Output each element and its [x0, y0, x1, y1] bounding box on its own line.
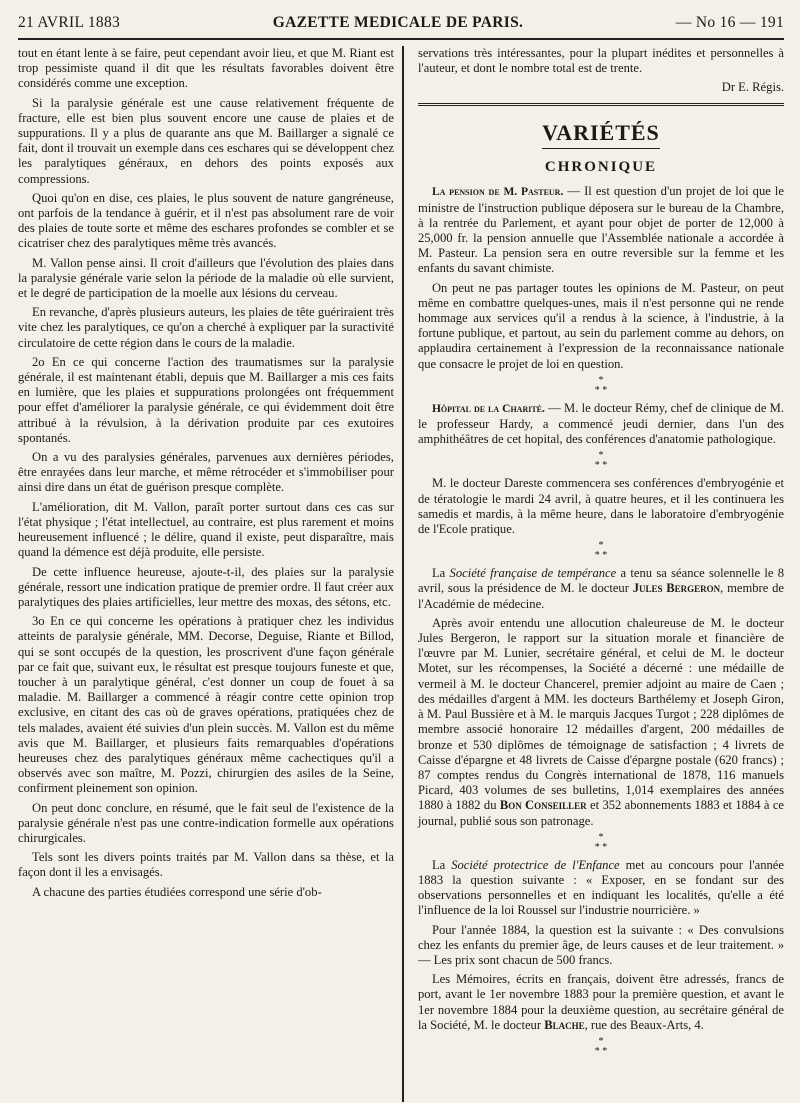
section-divider	[418, 103, 784, 112]
section-title-text: VARIÉTÉS	[542, 120, 660, 149]
header-issue: — No 16 — 191	[675, 14, 784, 31]
paragraph: M. Vallon pense ainsi. Il croit d'ailleurs que l'évolution des plaies dans la paralysie générale varie selon la période de la maladie où elle survient, et le degré de participation de la moelle aux lésions du cerveau.	[18, 255, 394, 301]
column-divider	[402, 46, 404, 1102]
society-name: Société française de tempérance	[449, 566, 617, 581]
paragraph: Pour l'année 1884, la question est la suivante : « Des convulsions chez les enfants du premier âge, de leurs causes et de leur traitement. » — Les prix sont chacun de 500 francs.	[417, 922, 784, 967]
paragraph: servations très intéressantes, pour la plupart inédites et personnelles à l'auteur, et dont le nombre total est de trente.	[417, 46, 784, 76]
paragraph: Tels sont les divers points traités par M. Vallon dans sa thèse, et la façon dont il les a envisagés.	[18, 850, 394, 880]
journal-name: Bon Conseiller	[499, 798, 587, 813]
sub-title: CHRONIQUE	[544, 159, 658, 176]
item-lead: Hôpital de la Charité.	[431, 402, 545, 415]
item-lead: La pension de M. Pasteur.	[431, 186, 564, 199]
news-item	[418, 858, 784, 919]
paragraph: Si la paralysie générale est une cause relativement fréquente de fracture, elle est bien plus souvent encore une cause de plaies et de suppurations. Il y a plus de quarante ans que M. Baillarger a signalé ce fait, dont il trouvait un exemple dans ces eschares qui se développent chez les paralytiques généraux, en dehors des points exposés aux compressions.	[18, 95, 394, 186]
item-text: La	[431, 566, 450, 581]
section-title	[418, 120, 784, 149]
paragraph: A chacune des parties étudiées correspond une série d'ob-	[32, 884, 322, 899]
person-name: Jules Bergeron	[632, 581, 721, 596]
paragraph: tout en étant lente à se faire, peut cependant avoir lieu, et que M. Riant est trop pessimiste quand il dit que les résultats favorables doivent être considérés comme une exception.	[18, 46, 394, 91]
news-item	[418, 401, 784, 448]
society-name: Société protectrice de l'Enfance	[451, 857, 620, 872]
page-header	[18, 14, 784, 40]
paragraph	[418, 972, 784, 1033]
item-text: a tenu sa séance solennelle le 8 avril, sous la présidence de M. le docteur	[417, 566, 784, 596]
paragraph: On peut donc conclure, en résumé, que le fait seul de l'existence de la paralysie générale n'est pas une contre-indication formelle aux opérations chirurgicales.	[18, 800, 394, 845]
left-column	[18, 46, 402, 1102]
star-separator: * * *	[594, 831, 608, 853]
item-text: — Il est question d'un projet de loi que le ministre de l'instruction publique déposera sur le bureau de la Chambre, à la rentrée du Parlement, et ayant pour objet de porter de 12,000 à 25,000 fr. la pension annuelle que l'Assemblée nationale a accordée à M. Pasteur. La pension sera en outre reversible sur la femme et les enfants du savant chimiste.	[417, 184, 784, 276]
paragraph: Quoi qu'on en dise, ces plaies, le plus souvent de nature gangréneuse, ont parfois de la tendance à guérir, et il n'est pas absolument rare de voir des plaies de toute sorte et même des eschares profondes se combler et se cicatriser chez des paralytiques même très avancés.	[18, 190, 394, 251]
columns	[18, 46, 784, 1102]
item-text: Après avoir entendu une allocution chaleureuse de M. le docteur Jules Bergeron, le rapport sur la situation morale et financière de l'œuvre par M. Lunier, secrétaire général, et celui de M. le docteur Motet, sur les récompenses, la Société a décerné : une médaille de vermeil à M. le docteur Chancerel, premier adjoint au maire de Caen ; des médailles d'argent à MM. les docteurs Barthélemy et Joseph Giron, à M. Paul Bussière et à M. le marquis Jacques Turgot ; 228 diplômes de membre associé honoraire 12 médailles d'argent, 200 médailles de bronze et 530 diplômes de témoignage de satisfaction ; 4 livrets de Caisse d'épargne et 48 livrets de Caisse d'épargne postale (620 francs) ; 87 comptes rendus du Congrès international de 1878, 116 manuels Picard, 403 volumes de ses bulletins, 1,014 exemplaires des années 1880 à 1882 du	[417, 615, 784, 813]
paragraph: 2o En ce qui concerne l'action des traumatismes sur la paralysie générale, il est maintenant établi, depuis que M. Baillarger a mis ces faits en lumière, que les plaies et suppurations prolongées ont fréquemment pour effet d'améliorer la paralysie générale, ce qui évidemment doit être attribué à la révulsion, à la dérivation produite par ces exutoires spontanés.	[18, 354, 394, 445]
item-text: Les Mémoires, écrits en français, doivent être adressés, francs de port, avant le 1er novembre 1883 pour la première question, et avant le 1er novembre 1884 pour la deuxième question, au secrétaire général de la Société, M. le docteur	[417, 972, 784, 1032]
item-text: La	[431, 857, 452, 872]
news-item	[418, 184, 784, 276]
item-text: — M. le docteur Rémy, chef de clinique de M. le professeur Hardy, a commencé jeudi dernier, dans l'un des amphithéâtres de cet hopital, des conférences d'anatomie pathologique.	[417, 400, 784, 447]
news-item: M. le docteur Dareste commencera ses conférences d'embryogénie et de tératologie le mardi 24 avril, à quatre heures, et il les continuera les samedis et mardis, à la même heure, dans le laboratoire d'embryogénie de l'Ecole pratique.	[417, 476, 784, 537]
item-text: , membre de l'Académie de médecine.	[417, 581, 784, 611]
paragraph: De cette influence heureuse, ajoute-t-il, des plaies sur la paralysie générale, ressort une indication pratique de premier ordre. Il faut créer aux paralytiques des plaies artificielles, leur mettre des moxas, des sétons, etc.	[18, 564, 394, 609]
star-separator: * * *	[594, 374, 608, 396]
star-separator: * * *	[594, 540, 608, 562]
paragraph: L'amélioration, dit M. Vallon, paraît porter surtout dans ces cas sur l'état physique ; l'état intellectuel, au contraire, est plus rarement et moins heureusement influencé ; le délire, quand il existe, peut disparaître, mais quand la démence est déjà produite, elle persiste.	[18, 499, 394, 560]
paragraph: On peut ne pas partager toutes les opinions de M. Pasteur, on peut même en combattre quelques-unes, mais il n'est personne qui ne rende hommage aux services qu'il a rendus à la science, à l'industrie, à la fortune publique, et partout, au sein du parlement comme au dehors, on applaudira certainement à l'expression de la reconnaissance nationale que consacre le projet de loi en question.	[417, 280, 784, 371]
header-title: GAZETTE MEDICALE DE PARIS.	[272, 14, 524, 31]
item-text: et 352 abonnements 1883 et 1884 à ce journal, publié sous son patronage.	[417, 798, 784, 828]
header-date: 21 AVRIL 1883	[18, 14, 121, 31]
paragraph: On a vu des paralysies générales, parvenues aux dernières périodes, être enrayées dans leur marche, et même rétrocéder et s'immobiliser pour ainsi dire dans un état de guérison presque complète.	[18, 450, 394, 495]
right-column	[410, 46, 784, 1102]
paragraph: En revanche, d'après plusieurs auteurs, les plaies de tête guériraient très vite chez les paralytiques, ce qu'on a cherché à expliquer par la suractivité circulatoire de cette région dans le cours de la maladie.	[18, 305, 394, 350]
star-separator: * * *	[594, 450, 608, 472]
person-name: Blache	[544, 1017, 585, 1032]
article-signature: Dr E. Régis.	[721, 80, 784, 95]
star-separator: * * *	[594, 1035, 608, 1057]
item-text: , rue des Beaux-Arts, 4.	[584, 1017, 704, 1032]
paragraph	[418, 616, 784, 829]
paragraph: 3o En ce qui concerne les opérations à pratiquer chez les individus atteints de paralysie générale, MM. Decorse, Deguise, Riante et Billod, qui se sont occupés de la question, les proscrivent d'une façon générale par ce fait que, suivant eux, le résultat est presque toujours funeste et que, toucher à un paralytique général, c'est donner un coup de fouet à sa maladie. M. Baillarger a commencé à réagir contre cette opinion trop exclusive, en citant des cas où de graves opérations, pratiquées chez de tels malades, avaient été suivies d'un plein succès. M. Vallon est du même avis que M. Baillarger, et plusieurs faits remarquables d'opérations heureuses chez des paralytiques généraux même cachectiques qu'il a observés avec son maître, M. Pozzi, chirurgien des asiles de la Seine, confirment pleinement son opinion.	[18, 614, 394, 796]
news-item	[418, 566, 784, 612]
item-text: met au concours pour l'année 1883 la question suivante : « Exposer, en se fondant sur des observations personnelles et en indiquant les localités, qu'elle a été l'influence de la loi Roussel sur l'industrie nourricière. »	[417, 857, 784, 918]
